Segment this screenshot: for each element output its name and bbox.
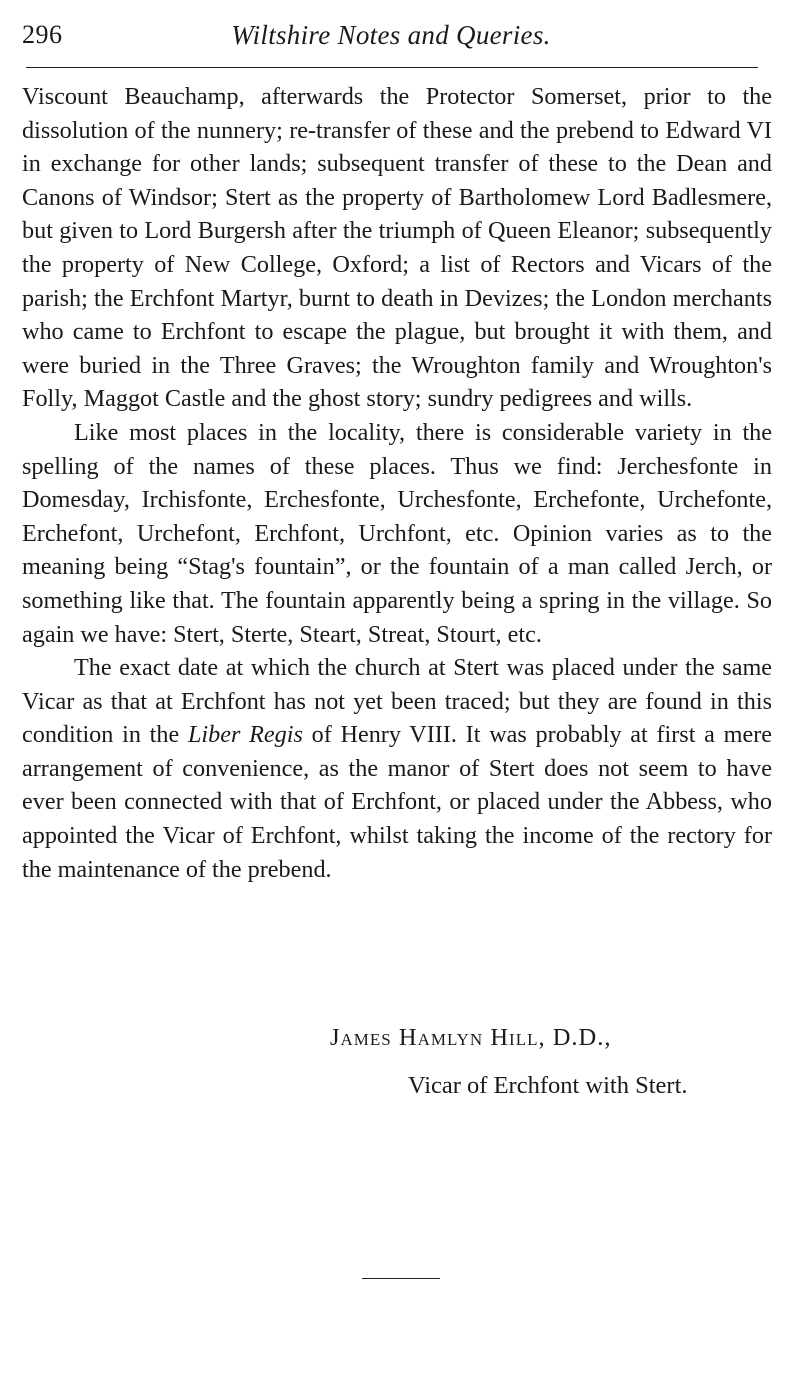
paragraph-3-text-after: of Henry VIII. It was probably at first a mere arrangement of convenience, as the manor of Stert does not seem to have ever been connected with that of Erchfont, or placed under the Abbess, who appointed the Vicar of Erchfont, whilst taking the income of the rectory for the maintenance of the prebend.: [22, 721, 773, 883]
author-name: James Hamlyn Hill, D.D.,: [330, 1024, 612, 1051]
paragraph-1: Viscount Beauchamp, afterwards the Protector Somerset, prior to the dissolution of the nunnery; re-transfer of these and the prebend to Edward VI in exchange for other lands; subsequent transfer of these to the Dean and Canons of Windsor; Stert as the property of Bartholomew Lord Badlesmere, but given to Lord Burgersh after the triumph of Queen Eleanor; subsequently the property of New College, Oxford; a list of Rectors and Vicars of the parish; the Erchfont Martyr, burnt to death in Devizes; the London merchants who came to Erchfont to escape the plague, but brought it with them, and were buried in the Three Graves; the Wroughton family and Wroughton's Folly, Maggot Castle and the ghost story; sundry pedigrees and wills.: [22, 83, 772, 413]
end-rule: [362, 1278, 440, 1279]
paragraph-2: Like most places in the locality, there is considerable variety in the spelling of the names of these places. Thus we find: Jerchesfonte in Domesday, Irchisfonte, Erchesfonte, Urchesfonte, Erchefonte, Urchefonte, Erchefont, Urchefont, Erchfont, Urchfont, etc. Opinion varies as to the meaning being “Stag's fountain”, or the fountain of a man called Jerch, or something like that. The fountain apparently being a spring in the village. So again we have: Stert, Sterte, Steart, Streat, Stourt, etc.: [22, 418, 772, 648]
running-title: Wiltshire Notes and Queries.: [231, 20, 551, 50]
liber-regis-title: Liber Regis: [187, 721, 303, 749]
author-title: Vicar of Erchfont with Stert.: [408, 1072, 688, 1099]
page-number: 296: [22, 20, 63, 49]
running-header: [22, 14, 760, 54]
paragraph-3-text-before: The exact date at which the church at Stert was placed under the same Vicar as that at Erchfont has not yet been traced; but they are found in this condition in the: [22, 654, 772, 749]
body-text: [22, 80, 772, 886]
header-rule: [26, 67, 758, 68]
signature-block: [0, 1024, 800, 1134]
paragraph-3: [22, 651, 772, 886]
